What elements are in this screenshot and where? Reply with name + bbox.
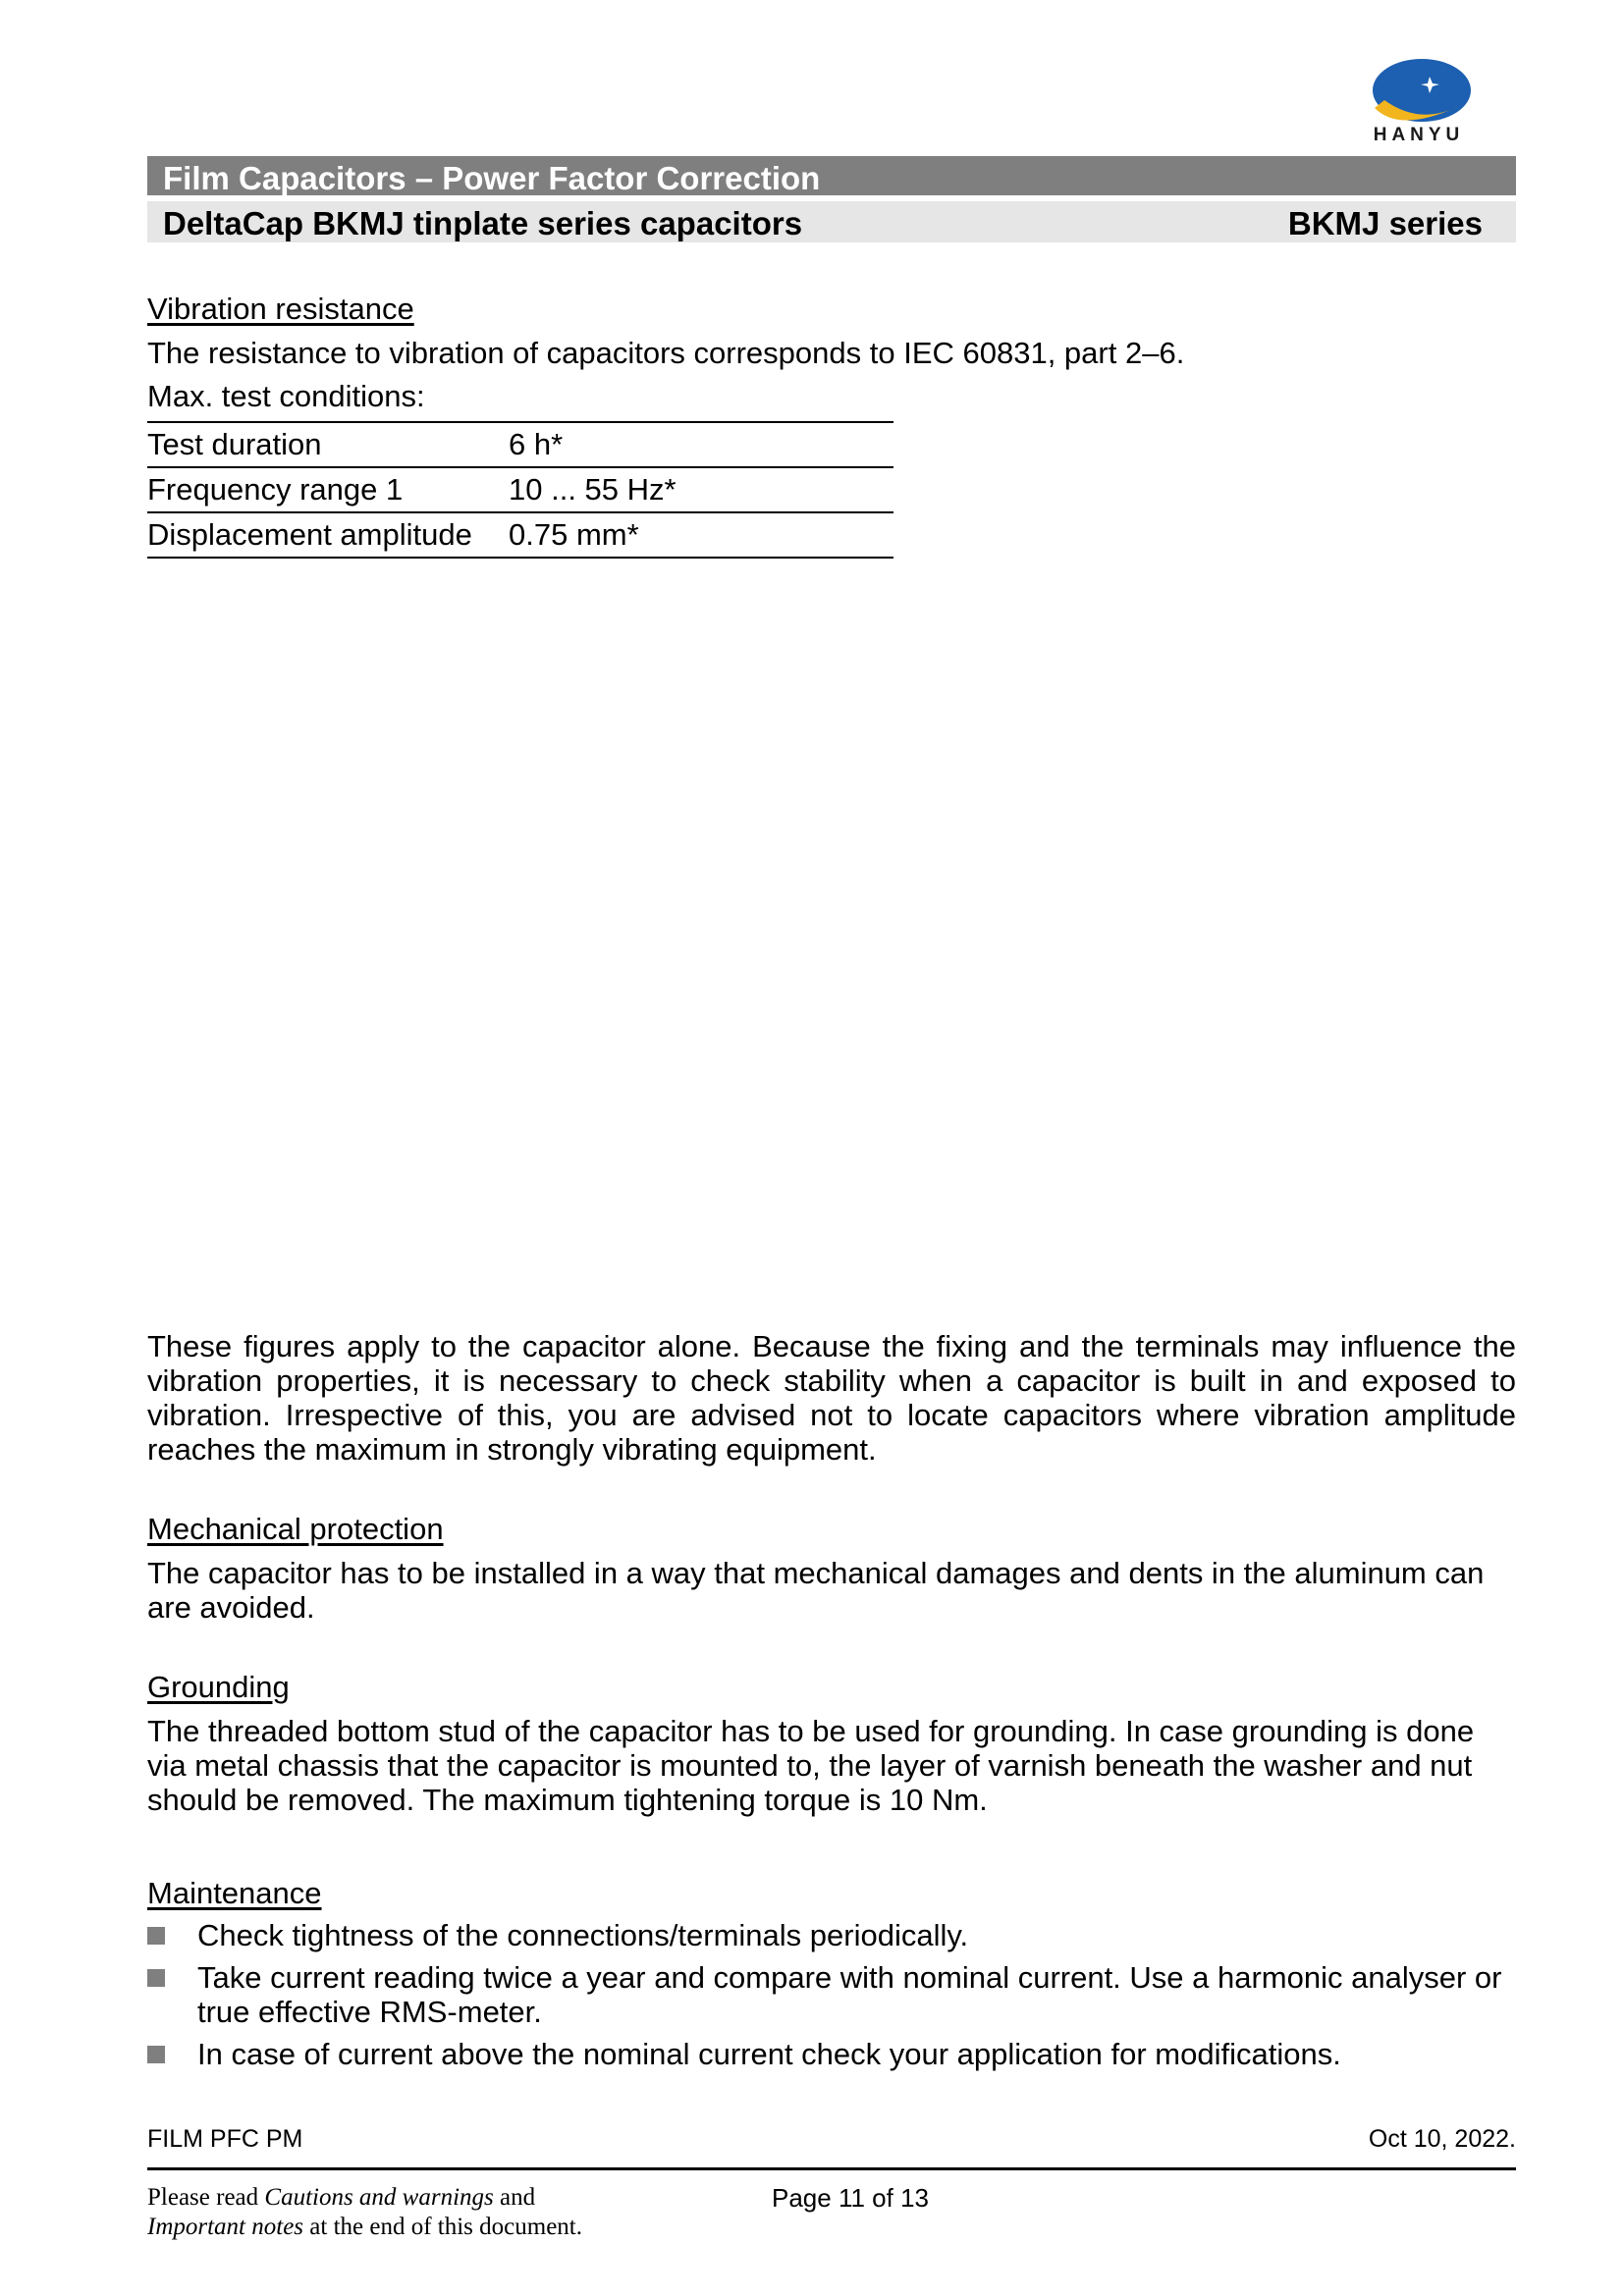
list-item-text: Take current reading twice a year and compare with nominal current. Use a harmonic analyser or true effective RMS-meter.: [197, 1960, 1502, 2029]
bullet-square-icon: [147, 2046, 165, 2063]
bullet-square-icon: [147, 1927, 165, 1945]
list-item: [147, 1960, 1516, 2029]
table-row: [147, 468, 893, 513]
note-post: at the end of this document.: [303, 2214, 582, 2240]
list-item-text: Check tightness of the connections/terminals periodically.: [197, 1918, 969, 1952]
list-item-text: In case of current above the nominal current check your application for modifications.: [197, 2037, 1341, 2071]
header-subtitle: DeltaCap BKMJ tinplate series capacitors: [163, 205, 803, 241]
table-cell-label: Displacement amplitude: [147, 517, 472, 552]
header-title: Film Capacitors – Power Factor Correction: [163, 160, 821, 196]
note-cautions-link: Cautions and warnings: [264, 2184, 494, 2211]
logo-text: HANYU: [1373, 125, 1465, 145]
vibration-heading: Vibration resistance: [147, 292, 414, 326]
footer-doc-id: FILM PFC PM: [147, 2125, 303, 2153]
table-cell-value: 0.75 mm*: [509, 517, 639, 552]
header-subtitle-bar: [147, 201, 1516, 242]
table-row: [147, 423, 893, 468]
list-item: [147, 2037, 1516, 2071]
mechanical-text: The capacitor has to be installed in a way that mechanical damages and dents in the aluminum can are avoided.: [147, 1556, 1485, 1625]
table-cell-value: 6 h*: [509, 427, 564, 461]
test-conditions-table: [147, 421, 893, 559]
header-title-bar: [147, 156, 1516, 195]
note-important-link: Important notes: [147, 2214, 304, 2240]
vibration-intro: The resistance to vibration of capacitors corresponds to IEC 60831, part 2–6.: [147, 336, 1185, 370]
footer-divider: [147, 2167, 1516, 2170]
bullet-square-icon: [147, 1969, 165, 1987]
table-row: [147, 513, 893, 559]
table-cell-label: Frequency range 1: [147, 472, 404, 507]
header-series: BKMJ series: [1287, 205, 1483, 241]
maintenance-list: [147, 1918, 1516, 2079]
list-item: [147, 1918, 1516, 1952]
grounding-text: The threaded bottom stud of the capacitor has to be used for grounding. In case grounding is done via metal chassis that the capacitor is mounted to, the layer of varnish beneath the washer and nut should be removed. The maximum tightening torque is 10 Nm.: [147, 1714, 1475, 1817]
footer-date: Oct 10, 2022.: [1368, 2125, 1516, 2153]
mechanical-heading: Mechanical protection: [147, 1512, 444, 1546]
conditions-label: Max. test conditions:: [147, 379, 425, 413]
footer-note: [147, 2183, 582, 2242]
table-cell-value: 10 ... 55 Hz*: [509, 472, 677, 507]
table-cell-label: Test duration: [147, 427, 322, 461]
page-number: Page 11 of 13: [772, 2183, 929, 2213]
note-pre: Please read: [147, 2184, 265, 2211]
note-and: and: [493, 2184, 536, 2211]
maintenance-heading: Maintenance: [147, 1876, 322, 1910]
grounding-heading: Grounding: [147, 1670, 290, 1704]
vibration-note: These figures apply to the capacitor alone. Because the fixing and the terminals may influence the vibration properties, it is necessary to check stability when a capacitor is built in and exposed to vibration. Irrespective of this, you are advised not to locate capacitors where vibration amplitude reaches the maximum in strongly vibrating equipment.: [147, 1329, 1516, 1467]
